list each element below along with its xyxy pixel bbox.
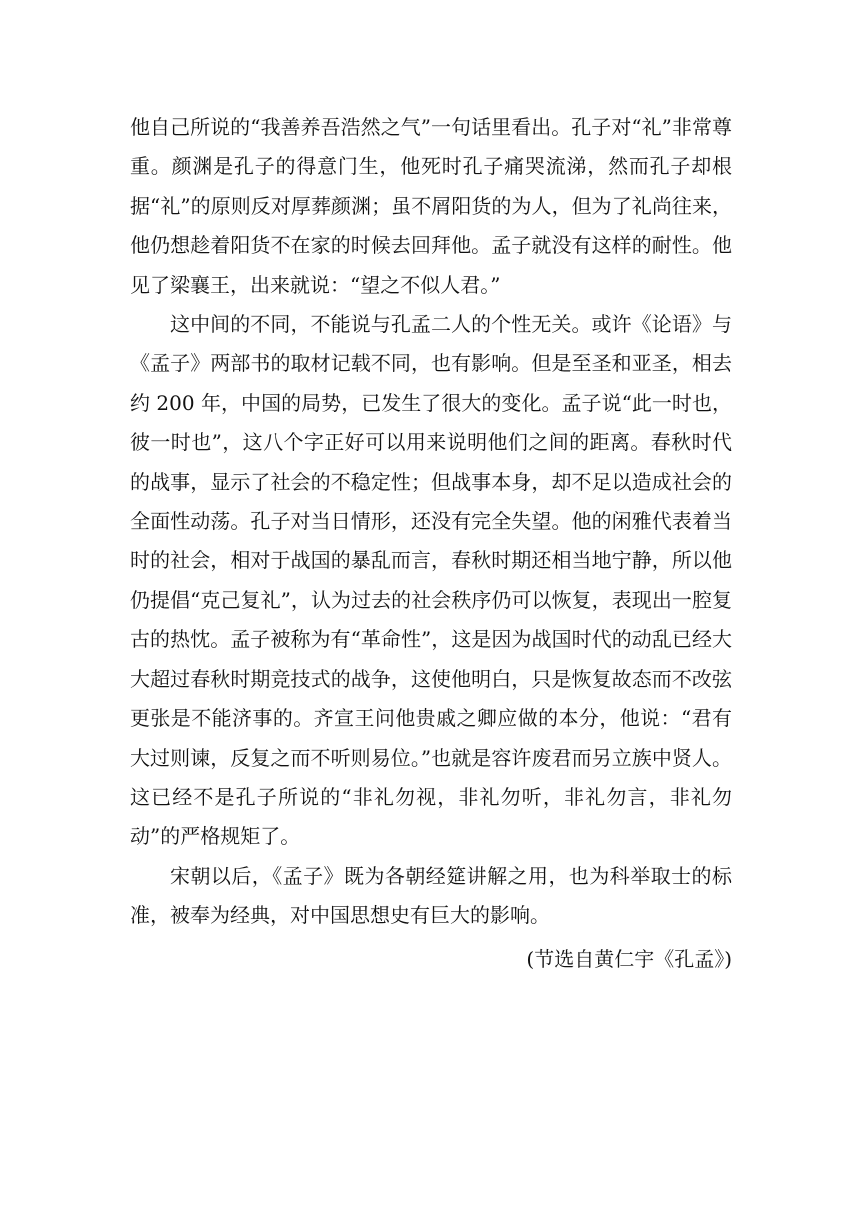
- paragraph-3: 宋朝以后，《孟子》既为各朝经筵讲解之用，也为科举取士的标准，被奉为经典，对中国思想史有巨大的影响。: [130, 863, 732, 928]
- source-citation: (节选自黄仁宇《孔孟》): [526, 946, 732, 971]
- document-page: [130, 108, 732, 979]
- paragraph-1: 他自己所说的“我善养吾浩然之气”一句话里看出。孔子对“礼”非常尊重。颜渊是孔子的得意门生，他死时孔子痛哭流涕，然而孔子却根据“礼”的原则反对厚葬颜渊；虽不屑阳货的为人，但为了礼尚往来，他仍想趁着阳货不在家的时候去回拜他。孟子就没有这样的耐性。他见了梁襄王，出来就说：“望之不似人君。”: [130, 115, 732, 297]
- paragraph-2: 这中间的不同，不能说与孔孟二人的个性无关。或许《论语》与《孟子》两部书的取材记载不同，也有影响。但是至圣和亚圣，相去约 200 年，中国的局势，已发生了很大的变化。孟子说“此一时也，彼一时也”，这八个字正好可以用来说明他们之间的距离。春秋时代的战事，显示了社会的不稳定性；但战事本身，却不足以造成社会的全面性动荡。孔子对当日情形，还没有完全失望。他的闲雅代表着当时的社会，相对于战国的暴乱而言，春秋时期还相当地宁静，所以他仍提倡“克己复礼”，认为过去的社会秩序仍可以恢复，表现出一腔复古的热忱。孟子被称为有“革命性”，这是因为战国时代的动乱已经大大超过春秋时期竞技式的战争，这使他明白，只是恢复故态而不改弦更张是不能济事的。齐宣王问他贵戚之卿应做的本分，他说：“君有大过则谏，反复之而不听则易位。”也就是容许废君而另立族中贤人。这已经不是孔子所说的“非礼勿视，非礼勿听，非礼勿言，非礼勿动”的严格规矩了。: [130, 312, 732, 849]
